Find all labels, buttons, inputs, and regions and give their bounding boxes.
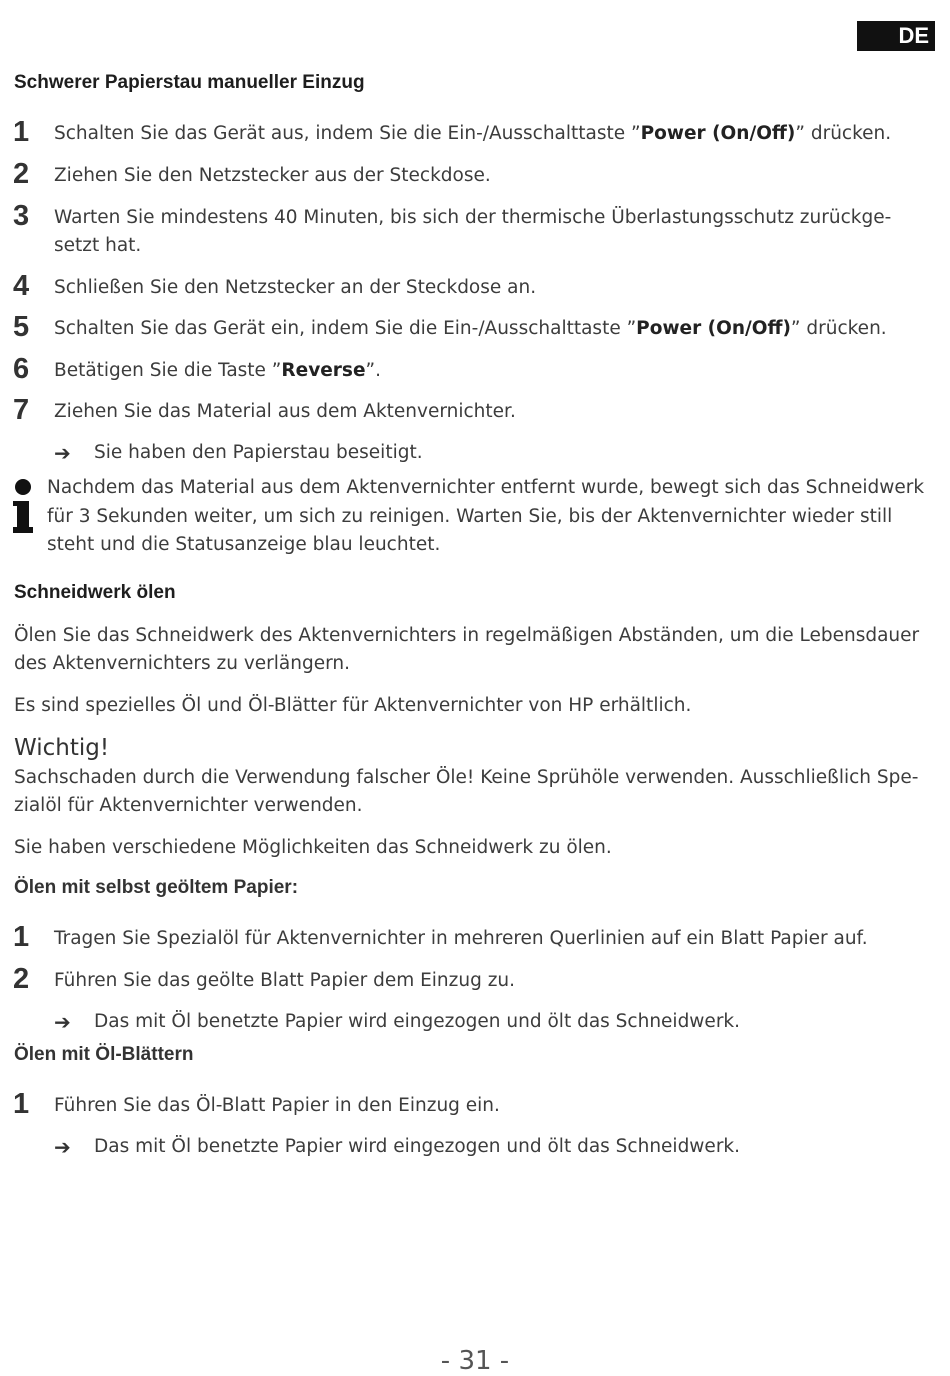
- important-warning: Sachschaden durch die Verwendung falscher Öle! Keine Sprühöle verwenden. Ausschließlich Spe- zialöl für Aktenvernichter verwenden.: [14, 767, 919, 816]
- step-number: 2: [13, 158, 30, 190]
- power-button-label: Power (On/Off): [636, 318, 791, 339]
- reverse-button-label: Reverse: [281, 360, 366, 381]
- result-text: Sie haben den Papierstau beseitigt.: [94, 442, 423, 463]
- result-text: Das mit Öl benetzte Papier wird eingezogen und ölt das Schneidwerk.: [94, 1011, 741, 1032]
- step-number: 1: [13, 921, 30, 953]
- sub-heading-self-oiled: Ölen mit selbst geöltem Papier:: [14, 877, 299, 898]
- section-heading-paper-jam: Schwerer Papierstau manueller Einzug: [14, 72, 365, 93]
- step-text: Warten Sie mindestens 40 Minuten, bis sich der thermische Überlastungsschutz zurückge- setzt hat.: [54, 207, 892, 256]
- step-text: Führen Sie das geölte Blatt Papier dem Einzug zu.: [54, 970, 516, 991]
- paragraph-intro: Ölen Sie das Schneidwerk des Aktenvernichters in regelmäßigen Abständen, um die Lebensdauer des Aktenvernichters zu verlängern.: [14, 625, 920, 674]
- step-text: Schalten Sie das Gerät aus, indem Sie die Ein-/Ausschalttaste ”Power (On/Off)” drücken.: [54, 123, 892, 144]
- step-number: 5: [13, 311, 30, 343]
- section-heading-oiling: Schneidwerk ölen: [14, 582, 176, 603]
- step-text: Führen Sie das Öl-Blatt Papier in den Einzug ein.: [54, 1095, 500, 1116]
- step-number: 7: [13, 394, 30, 426]
- step-text: Ziehen Sie den Netzstecker aus der Steckdose.: [54, 165, 491, 186]
- info-icon: [13, 479, 33, 535]
- step-text: Schließen Sie den Netzstecker an der Steckdose an.: [54, 277, 537, 298]
- step-number: 2: [13, 963, 30, 995]
- step-number: 1: [13, 1088, 30, 1120]
- step-text: Ziehen Sie das Material aus dem Aktenvernichter.: [54, 401, 516, 422]
- power-button-label: Power (On/Off): [640, 123, 796, 144]
- important-heading: Wichtig!: [14, 735, 110, 761]
- page-number: - 31 -: [440, 1346, 510, 1376]
- paragraph-availability: Es sind spezielles Öl und Öl-Blätter für Aktenvernichter von HP erhältlich.: [14, 695, 692, 716]
- step-number: 6: [13, 353, 30, 385]
- step-text: Betätigen Sie die Taste ”Reverse”.: [54, 360, 381, 381]
- arrow-right-icon: ➔: [54, 1135, 71, 1159]
- step-text: Tragen Sie Spezialöl für Aktenvernichter in mehreren Querlinien auf ein Blatt Papier auf.: [54, 928, 868, 949]
- step-number: 4: [13, 270, 30, 302]
- arrow-right-icon: ➔: [54, 441, 71, 465]
- step-number: 3: [13, 200, 30, 232]
- step-text: Schalten Sie das Gerät ein, indem Sie die Ein-/Ausschalttaste ”Power (On/Off)” drücken.: [54, 318, 887, 339]
- step-number: 1: [13, 116, 30, 148]
- result-text: Das mit Öl benetzte Papier wird eingezogen und ölt das Schneidwerk.: [94, 1136, 741, 1157]
- sub-heading-oil-sheets: Ölen mit Öl-Blättern: [14, 1044, 194, 1065]
- info-note: Nachdem das Material aus dem Aktenvernichter entfernt wurde, bewegt sich das Schneidwerk für 3 Sekunden weiter, um sich zu reinigen. Warten Sie, bis der Aktenvernichter wieder still steht und die Statusanzeige blau leuchtet.: [47, 477, 925, 555]
- language-badge: DE: [857, 21, 935, 51]
- paragraph-options: Sie haben verschiedene Möglichkeiten das Schneidwerk zu ölen.: [14, 837, 612, 858]
- arrow-right-icon: ➔: [54, 1010, 71, 1034]
